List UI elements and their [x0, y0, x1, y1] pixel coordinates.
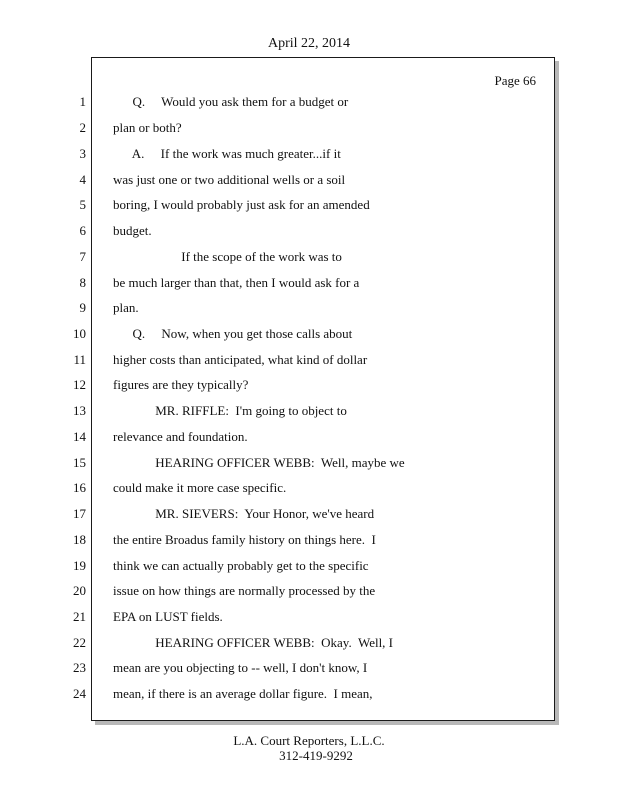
line-number: 20: [73, 583, 86, 598]
line-text: relevance and foundation.: [113, 429, 248, 444]
line-number: 7: [79, 249, 86, 264]
line-text: If the scope of the work was to: [113, 249, 342, 264]
line-text: Q. Now, when you get those calls about: [113, 326, 353, 341]
line-number: 6: [79, 223, 86, 238]
line-number: 19: [73, 558, 86, 573]
line-number: 22: [73, 635, 86, 650]
line-text: mean, if there is an average dollar figure. I mean,: [113, 686, 373, 701]
line-text: Q. Would you ask them for a budget or: [113, 94, 349, 109]
line-text: issue on how things are normally processed by the: [113, 583, 376, 598]
line-number: 5: [79, 197, 86, 212]
line-number: 21: [73, 609, 86, 624]
line-text: the entire Broadus family history on things here. I: [113, 532, 376, 547]
line-number: 3: [79, 146, 86, 161]
line-text: was just one or two additional wells or a soil: [113, 172, 346, 187]
line-number: 13: [73, 403, 86, 418]
line-text: be much larger than that, then I would ask for a: [113, 275, 360, 290]
line-text: higher costs than anticipated, what kind of dollar: [113, 352, 368, 367]
line-number: 17: [73, 506, 86, 521]
line-number: 14: [73, 429, 86, 444]
line-text: mean are you objecting to -- well, I don't know, I: [113, 660, 368, 675]
line-number: 23: [73, 660, 86, 675]
line-text: figures are they typically?: [113, 377, 249, 392]
line-number: 10: [73, 326, 86, 341]
line-number: 24: [73, 686, 86, 701]
line-text: boring, I would probably just ask for an amended: [113, 197, 370, 212]
line-text: EPA on LUST fields.: [113, 609, 223, 624]
line-number: 1: [79, 94, 86, 109]
header-date: April 22, 2014: [267, 36, 351, 51]
line-number: 18: [73, 532, 86, 547]
footer-company: L.A. Court Reporters, L.L.C.: [233, 733, 385, 748]
line-number: 4: [79, 172, 86, 187]
page-number: Page 66: [494, 73, 536, 88]
line-number: 12: [73, 377, 86, 392]
line-text: think we can actually probably get to the specific: [113, 558, 369, 573]
line-text: budget.: [113, 223, 152, 238]
line-text: plan or both?: [113, 120, 182, 135]
line-number: 9: [79, 300, 86, 315]
line-number: 16: [73, 480, 86, 495]
line-number: 2: [79, 120, 86, 135]
line-text: HEARING OFFICER WEBB: Okay. Well, I: [113, 635, 394, 650]
line-text: plan.: [113, 300, 139, 315]
line-number: 15: [73, 455, 86, 470]
footer-phone: 312-419-9292: [279, 748, 353, 763]
line-text: HEARING OFFICER WEBB: Well, maybe we: [113, 455, 405, 470]
line-number: 8: [79, 275, 86, 290]
line-text: MR. SIEVERS: Your Honor, we've heard: [113, 506, 375, 521]
line-text: could make it more case specific.: [113, 480, 287, 495]
line-text: A. If the work was much greater...if it: [113, 146, 341, 161]
line-text: MR. RIFFLE: I'm going to object to: [113, 403, 347, 418]
line-number: 11: [73, 352, 86, 367]
